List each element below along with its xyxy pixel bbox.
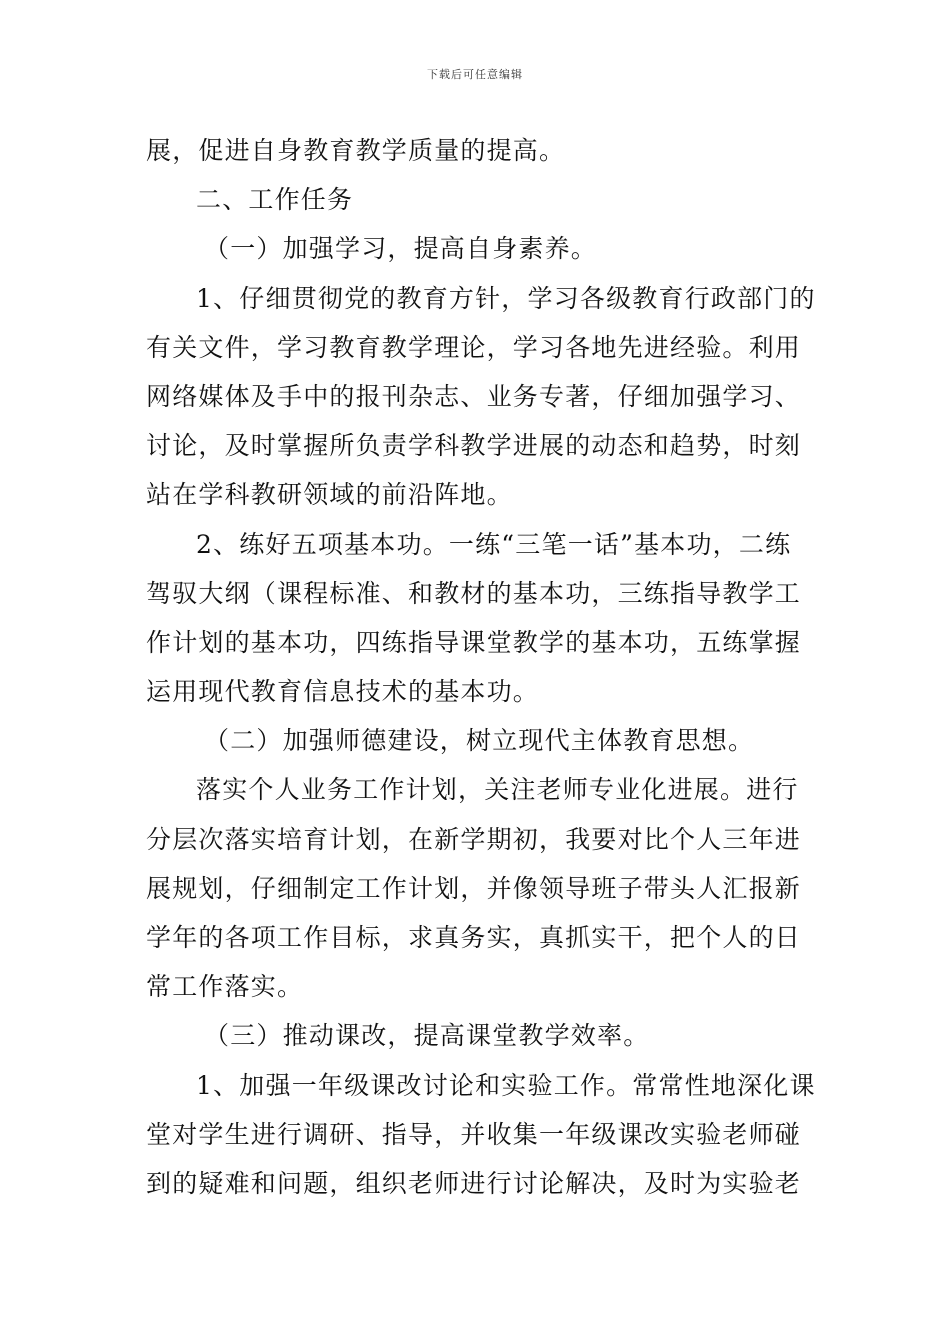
text-line: 常工作落实。 [146, 972, 304, 1002]
text-line: 作计划的基本功，四练指导课堂教学的基本功，五练掌握 [146, 627, 802, 657]
text-line: 堂对学生进行调研、指导，并收集一年级课改实验老师碰 [146, 1119, 802, 1149]
text-line: 驾驭大纲（课程标准、和教材的基本功，三练指导教学工 [146, 578, 802, 608]
text-line: 2、练好五项基本功。一练“三笔一话”基本功，二练 [196, 529, 792, 559]
text-line: 分层次落实培育计划，在新学期初，我要对比个人三年进 [146, 824, 802, 854]
text-line: 落实个人业务工作计划，关注老师专业化进展。进行 [196, 775, 799, 805]
text-line: （三）推动课改，提高课堂教学效率。 [204, 1021, 650, 1051]
text-line: 1、加强一年级课改讨论和实验工作。常常性地深化课 [196, 1070, 816, 1100]
text-line: 1、仔细贯彻党的教育方针，学习各级教育行政部门的 [196, 283, 816, 313]
text-line: （一）加强学习，提高自身素养。 [204, 234, 598, 264]
text-line: （二）加强师德建设，树立现代主体教育思想。 [204, 726, 755, 756]
text-line: 二、工作任务 [196, 185, 354, 215]
text-line: 网络媒体及手中的报刊杂志、业务专著，仔细加强学习、 [146, 381, 802, 411]
text-line: 展规划，仔细制定工作计划，并像领导班子带头人汇报新 [146, 873, 802, 903]
page-header: 下载后可任意编辑 [427, 68, 523, 81]
text-line: 运用现代教育信息技术的基本功。 [146, 677, 540, 707]
text-line: 讨论，及时掌握所负责学科教学进展的动态和趋势，时刻 [146, 431, 802, 461]
text-line: 站在学科教研领域的前沿阵地。 [146, 480, 513, 510]
document-body [146, 126, 816, 1208]
text-line: 展，促进自身教育教学质量的提高。 [146, 136, 566, 165]
text-line: 学年的各项工作目标，求真务实，真抓实干，把个人的日 [146, 923, 802, 952]
text-line: 到的疑难和问题，组织老师进行讨论解决，及时为实验老 [146, 1168, 802, 1198]
text-line: 有关文件，学习教育教学理论，学习各地先进经验。利用 [146, 332, 802, 362]
